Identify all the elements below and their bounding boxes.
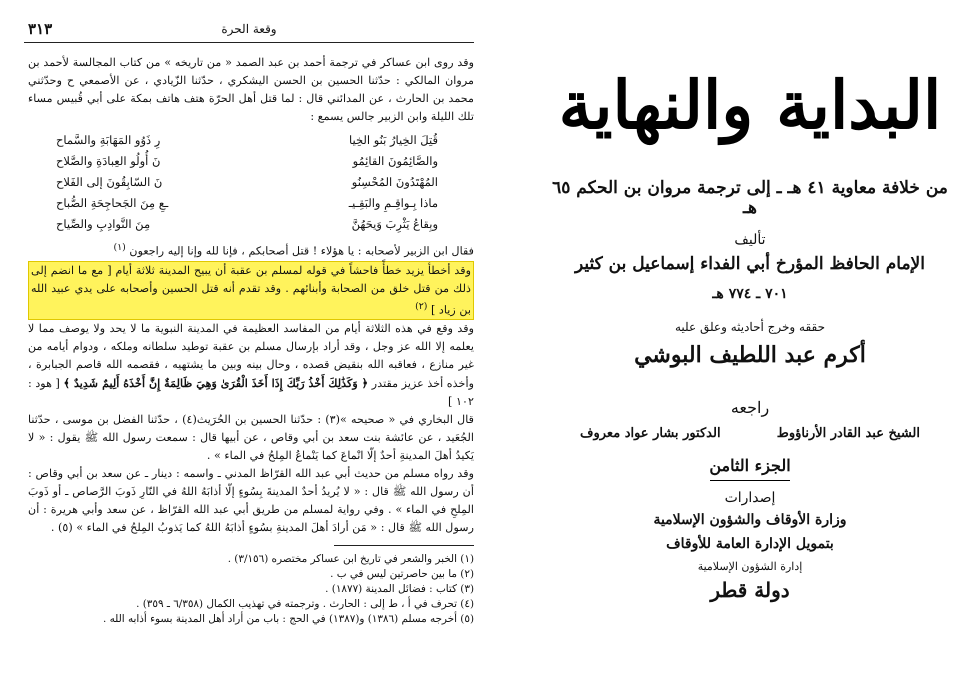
editor-name: أكرم عبد اللطيف البوشي (634, 342, 866, 368)
footnote: (٢) ما بين حاصرتين ليس في ب . (330, 568, 474, 581)
body-text (28, 54, 474, 627)
poem (28, 130, 474, 235)
highlight-yazid-error: وقد أخطأ يزيد خطأً فاحشاً في قوله لمسلم بن عقبة أن يبيح المدينة ثلاثة أيام [ مع ما انضم إلى ذلك من قتل خلق من الصحابة وأبنائهم . (31, 263, 471, 295)
highlight-husayn: وقد تقدم أنه قتل الحسين وأصحابه على يدي عبيد الله بن زياد ] (31, 281, 471, 317)
poem-hemistich-right: وبِقاعُ يَثْرِبَ وَيحَهُنَّ (351, 217, 438, 231)
department: إدارة الشؤون الإسلامية (697, 560, 803, 573)
book-title: البداية والنهاية (558, 66, 942, 144)
poem-hemistich-left: ـعِ مِنَ الجَحاجِحَةِ الصُّباح (56, 196, 169, 210)
highlighted-passage (28, 261, 474, 321)
publisher: وزارة الأوقاف والشؤون الإسلامية (653, 512, 847, 528)
paragraph-ibn-asakir: وقد روى ابن عساكر في ترجمة أحمد بن عبد الصمد « من تاريخه » من كتاب المجالسة لأحمد بن مروان المالكي : حدّثنا الحسين بن الحسن اليشكري ، حدّثنا الزّيادي ، عن الأصمعي ح وحدّثني محمد بن الحارث ، عن المدائني قال : لما قتل أهل الحرّة هتف هاتف بمكة على أبي قُبيس مساء تلك الليلة وابن الزبير جالس يسمع : (28, 56, 474, 123)
editing-label: حققه وخرج أحاديثه وعلق عليه (674, 320, 826, 334)
footnote: (١) الخبر والشعر في تاريخ ابن عساكر مختصره (٣/١٥٦) . (227, 553, 474, 566)
footnote-divider (334, 545, 474, 546)
poem-hemistich-left: نَ السّابِقُونَ إلى الفَلاح (56, 175, 163, 189)
footnote: (٣) كتاب : فضائل المدينة (١٨٧٧) . (325, 583, 474, 596)
author-name: الإمام الحافظ المؤرخ أبي الفداء إسماعيل بن كثير (575, 254, 925, 274)
paragraph-ibn-zubayr (28, 239, 474, 261)
country: دولة قطر (710, 578, 790, 602)
quran-verse: ﴿ وَكَذَٰلِكَ أَخْذُ رَبِّكَ إِذَا أَخَذَ الْقُرَىٰ وَهِيَ ظَالِمَةٌ إِنَّ أَخْذَهُ أَلِيمٌ شَدِيدٌ ﴾ (63, 376, 369, 391)
poem-hemistich-right: قُتِلَ الخِيارُ بَنُو الخِيا (348, 133, 438, 147)
footnotes (28, 552, 474, 627)
poem-hemistich-right: ماذا بِـواقِـمِ والبَقِـيـ (348, 196, 438, 210)
poem-line (28, 214, 474, 235)
footnote: (٥) أخرجه مسلم (١٣٨٦) و(١٣٨٧) في الحج : باب من أراد أهل المدينة بسوء أذابه الله . (102, 613, 474, 626)
reviewed-by-label: راجعه (730, 398, 770, 417)
funding-note: بتمويل الإدارة العامة للأوقاف (666, 536, 834, 552)
running-head (24, 20, 474, 43)
reviewer-maarouf: الدكتور بشار عواد معروف (580, 426, 721, 441)
poem-hemistich-left: نَ أُولُو العِبادَةِ والصَّلاح (56, 154, 161, 168)
poem-hemistich-right: والصَّائِمُونَ القائِمُو (352, 154, 438, 168)
footnote-ref: (١) (113, 242, 126, 253)
poem-line (28, 151, 474, 172)
paragraph-muslim: وقد رواه مسلم من حديث أبي عبد الله القرّاظ المدني ـ واسمه : دينار ـ عن سعد بن أبي وقاص : أن رسول الله ﷺ قال : « لا يُريدُ أحدٌ المدينةَ بِسُوءٍ إلّا أذابَهُ اللهُ في النّارِ ذَوبَ الرَّصاص ـ أو ذَوبَ المِلحِ في الماء » . وفي رواية لمسلم من طريق أبي عبد الله القرّاظ ، عن سعد وأبي هريرة : أن رسول الله ﷺ قال : « مَن أرادَ أهلَ المدينةِ بسُوءٍ أذابَهُ اللهُ كما يَذوبُ المِلحُ في الماء » (٥) . (28, 467, 474, 535)
authorship-label: تأليف (734, 232, 766, 248)
volume-range: من خلافة معاوية ٤١ هـ ـ إلى ترجمة مروان بن الحكم ٦٥ هـ (552, 178, 948, 218)
calligraphic-title (550, 40, 950, 170)
poem-hemistich-left: رِ ذَوُو المَهَابَةِ والسَّماح (56, 133, 161, 147)
volume-number: الجزء الثامن (709, 456, 791, 475)
consequences-text: وقد وقع في هذه الثلاثة أيام من المفاسد العظيمة في المدينة النبوية ما لا يحد ولا يوصف مما لا يعلمه إلا الله عز وجل ، وقد أراد بإرسال مسلم بن عقبة توطيد سلطانه وملكه ، ودوام أيامه من غير منازع ، فعاقبه الله بنقيض قصده ، وحال بينه وبين ما يشتهيه ، فقصمه الله قاصم الجبابرة ، وأخذه أخذ عزيز مقتدر (28, 322, 474, 391)
paragraph-consequences (28, 320, 474, 411)
reviewers (550, 426, 950, 441)
reviewer-arnaout: الشيخ عبد القادر الأرناؤوط (776, 426, 920, 441)
footnote-ref: (٢) (415, 300, 428, 312)
running-head-title: وقعة الحرة (221, 22, 277, 36)
poem-hemistich-right: المُهْتَدُونَ المُحْسِنُو (351, 175, 438, 189)
quran-reference: [ هود : ١٠٢ ] (28, 377, 474, 409)
footnote: (٤) تحرف في أ ، ط إلى : الحارث . وترجمته في تهذيب الكمال (٦/٣٥٨ ـ ٣٥٩) . (136, 598, 474, 611)
paragraph-bukhari: قال البخاري في « صحيحه »(٣) : حدّثنا الحسين بن الحُرَيث(٤) ، حدّثنا الفضل بن موسى ، حدّثنا الجُعَيد ، عن عائشة بنت سعد بن أبي وقاص ، عن أبيها قال : سمعت رسول الله ﷺ يقول : « لا يَكيدُ أهلَ المدينةِ أحدٌ إلّا انْماعَ كما يَنْماعُ المِلحُ في الماء » . (28, 413, 474, 463)
poem-line (28, 193, 474, 214)
author-dates: ٧٠١ ـ ٧٧٤ هـ (712, 286, 788, 302)
poem-line (28, 130, 474, 151)
page-number: ٣١٣ (28, 20, 53, 38)
ibn-zubayr-text: فقال ابن الزبير لأصحابه : يا هؤلاء ! قتل أصحابكم ، فإنا لله وإنا إليه راجعون (129, 244, 474, 258)
poem-hemistich-left: مِنَ النَّوادِبِ والصِّياح (56, 217, 151, 231)
cover-page (520, 0, 980, 698)
divider (710, 480, 790, 481)
poem-line (28, 172, 474, 193)
publications-label: إصدارات (724, 490, 776, 506)
